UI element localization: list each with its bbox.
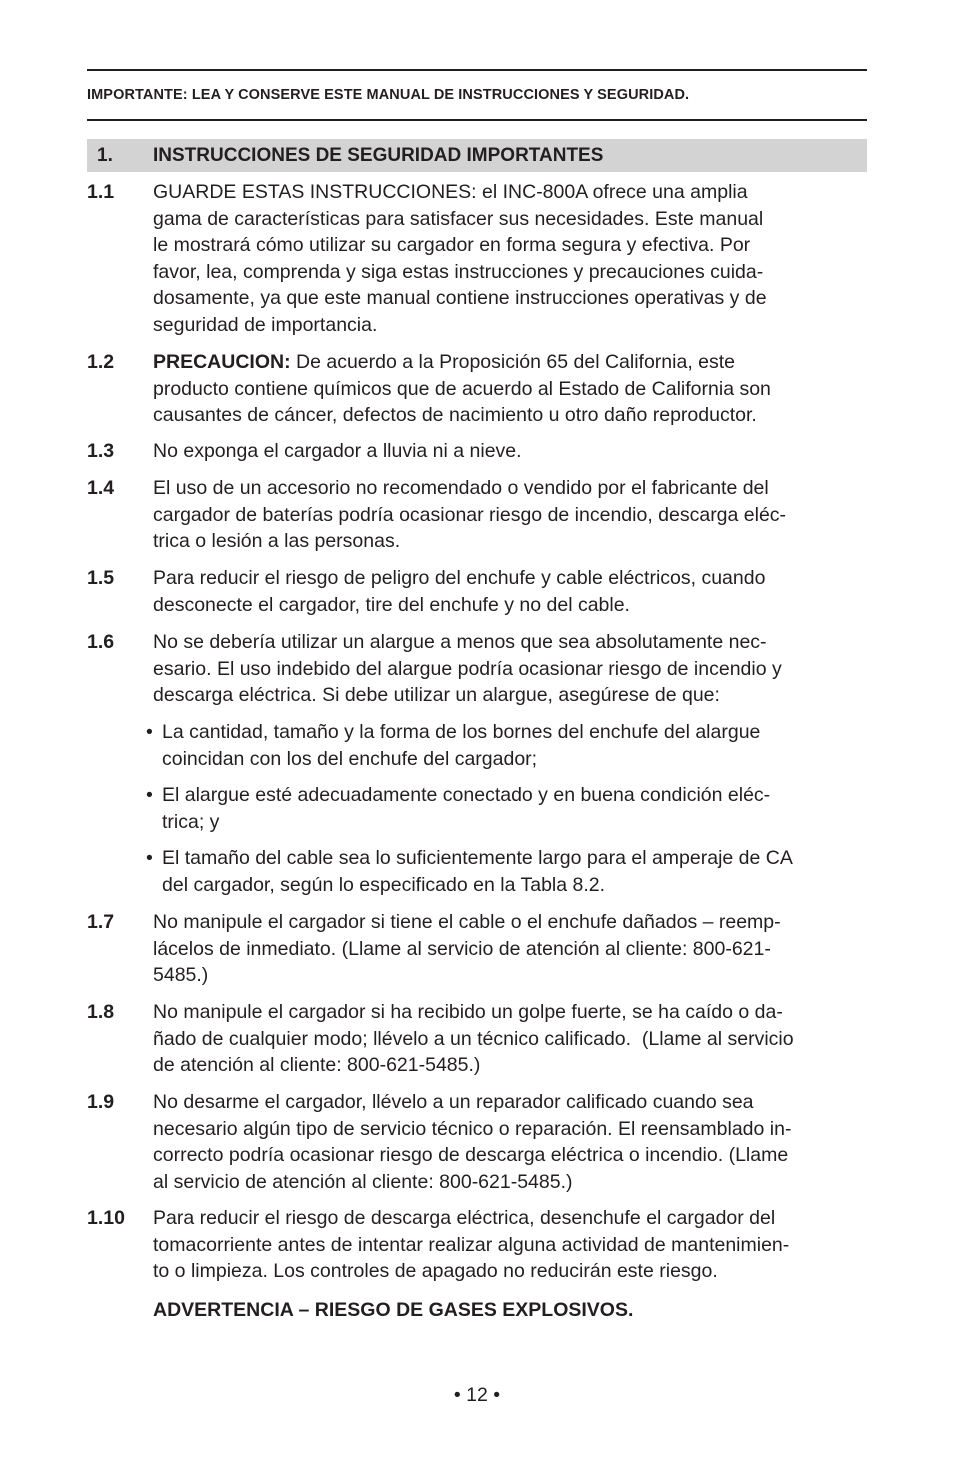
- text-line: causantes de cáncer, defectos de nacimiento u otro daño reproductor.: [153, 404, 757, 426]
- item-number: 1.3: [87, 440, 115, 462]
- explosive-gas-warning: ADVERTENCIA – RIESGO DE GASES EXPLOSIVOS.: [153, 1299, 634, 1321]
- text-line: trica; y: [162, 810, 220, 833]
- item-1-2: [87, 349, 867, 429]
- item-1-1: [87, 179, 867, 338]
- item-number: 1.1: [87, 181, 115, 203]
- item-1-6: [87, 629, 867, 709]
- item-text: [153, 1205, 867, 1285]
- item-number: 1.4: [87, 477, 115, 499]
- item-1-9: [87, 1089, 867, 1195]
- section-number: 1.: [97, 145, 113, 166]
- text-line: Para reducir el riesgo de peligro del enchufe y cable eléctricos, cuando: [153, 567, 766, 589]
- precaution-label: PRECAUCION:: [153, 351, 291, 373]
- text-line: necesario algún tipo de servicio técnico o reparación. El reensamblado in-: [153, 1117, 792, 1140]
- text-line: tomacorriente antes de intentar realizar alguna actividad de mantenimien-: [153, 1233, 790, 1256]
- text-line: lácelos de inmediato. (Llame al servicio de atención al cliente: 800-621-: [153, 937, 771, 960]
- text-line: del cargador, según lo especificado en la Tabla 8.2.: [162, 873, 606, 896]
- text-line: No desarme el cargador, llévelo a un reparador calificado cuando sea: [153, 1091, 754, 1113]
- text-line: descarga eléctrica. Si debe utilizar un alargue, asegúrese de que:: [153, 684, 720, 706]
- bullet-item: [146, 782, 867, 835]
- header-rule: [87, 119, 867, 121]
- text-line: dosamente, ya que este manual contiene instrucciones operativas y de: [153, 287, 767, 309]
- text-line: 5485.): [153, 964, 209, 986]
- item-number: 1.8: [87, 1001, 115, 1023]
- text-fragment: De acuerdo a la Proposición 65 del California, este: [290, 351, 736, 373]
- bullet-text: [162, 845, 867, 898]
- text-line: de atención al cliente: 800-621-5485.): [153, 1054, 481, 1076]
- item-number: 1.5: [87, 567, 115, 589]
- text-line: correcto podría ocasionar riesgo de descarga eléctrica o incendio. (Llame: [153, 1144, 789, 1166]
- text-line: No manipule el cargador si ha recibido un golpe fuerte, se ha caído o da-: [153, 1001, 783, 1023]
- item-number: 1.6: [87, 631, 115, 653]
- text-line: El uso de un accesorio no recomendado o vendido por el fabricante del: [153, 477, 769, 499]
- top-rule: [87, 69, 867, 71]
- bullet-text: [162, 782, 867, 835]
- item-number: 1.2: [87, 351, 115, 373]
- text-line: cargador de baterías podría ocasionar riesgo de incendio, descarga eléc-: [153, 503, 787, 526]
- text-line: Para reducir el riesgo de descarga eléctrica, desenchufe el cargador del: [153, 1207, 776, 1229]
- item-text: [153, 565, 867, 618]
- item-1-4: [87, 475, 867, 555]
- item-text: [153, 438, 867, 465]
- item-text: [153, 1089, 867, 1195]
- page-number: • 12 •: [453, 1384, 501, 1406]
- text-line: seguridad de importancia.: [153, 313, 378, 336]
- item-1-10: [87, 1205, 867, 1285]
- text-line: La cantidad, tamaño y la forma de los bornes del enchufe del alargue: [162, 721, 761, 743]
- item-text: [153, 475, 867, 555]
- text-line: desconecte el cargador, tire del enchufe y no del cable.: [153, 593, 630, 616]
- item-text: [153, 629, 867, 709]
- bullet-item: [146, 719, 867, 772]
- bullet-symbol: •: [146, 847, 153, 869]
- text-line: favor, lea, comprenda y siga estas instrucciones y precauciones cuida-: [153, 260, 764, 283]
- text-line: ñado de cualquier modo; llévelo a un técnico calificado. (Llame al servicio: [153, 1027, 794, 1050]
- item-1-3: [87, 438, 867, 465]
- text-line: to o limpieza. Los controles de apagado no reducirán este riesgo.: [153, 1260, 718, 1282]
- text-line: No se debería utilizar un alargue a menos que sea absolutamente nec-: [153, 631, 767, 653]
- text-line: esario. El uso indebido del alargue podría ocasionar riesgo de incendio y: [153, 657, 782, 680]
- section-heading: [87, 139, 867, 172]
- text-line: gama de características para satisfacer sus necesidades. Este manual: [153, 207, 764, 230]
- section-title: INSTRUCCIONES DE SEGURIDAD IMPORTANTES: [153, 145, 604, 166]
- item-number: 1.7: [87, 911, 115, 933]
- item-text: [153, 999, 867, 1079]
- item-1-8: [87, 999, 867, 1079]
- text-line: le mostrará cómo utilizar su cargador en forma segura y efectiva. Por: [153, 234, 751, 256]
- bullet-symbol: •: [146, 721, 153, 743]
- text-line: El tamaño del cable sea lo suficientemente largo para el amperaje de CA: [162, 847, 793, 869]
- item-text: [153, 909, 867, 989]
- bullet-symbol: •: [146, 784, 153, 806]
- text-line: No manipule el cargador si tiene el cable o el enchufe dañados – reemp-: [153, 911, 781, 933]
- text-line: No exponga el cargador a lluvia ni a nieve.: [153, 440, 522, 462]
- item-text: [153, 349, 867, 429]
- text-line: producto contiene químicos que de acuerdo al Estado de California son: [153, 377, 771, 400]
- item-1-5: [87, 565, 867, 618]
- item-number: 1.10: [87, 1207, 125, 1229]
- header-notice: IMPORTANTE: LEA Y CONSERVE ESTE MANUAL DE INSTRUCCIONES Y SEGURIDAD.: [87, 87, 690, 103]
- text-line: GUARDE ESTAS INSTRUCCIONES: el INC-800A ofrece una amplia: [153, 181, 748, 203]
- item-1-7: [87, 909, 867, 989]
- bullet-item: [146, 845, 867, 898]
- text-line: al servicio de atención al cliente: 800-621-5485.): [153, 1170, 573, 1193]
- item-text: [153, 179, 867, 338]
- text-line: [153, 349, 867, 376]
- text-line: coincidan con los del enchufe del cargador;: [162, 747, 538, 770]
- item-number: 1.9: [87, 1091, 115, 1113]
- text-line: El alargue esté adecuadamente conectado y en buena condición eléc-: [162, 784, 771, 806]
- text-line: trica o lesión a las personas.: [153, 530, 401, 552]
- bullet-text: [162, 719, 867, 772]
